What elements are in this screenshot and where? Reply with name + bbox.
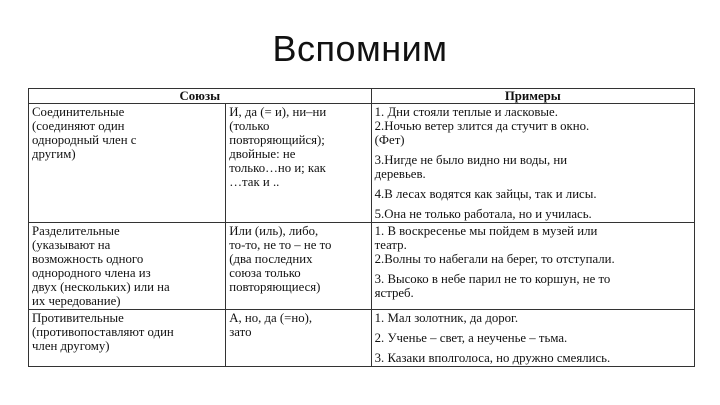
example-line: 2.Ночью ветер злится да стучит в окно. (374, 119, 590, 133)
conj-line: (два последних (229, 252, 313, 266)
example-line: (Фет) (374, 133, 405, 147)
slide-title: Вспомним (272, 28, 448, 69)
example-line: 3.Нигде не было видно ни воды, ни (374, 153, 568, 167)
example-line: 2. Ученье – свет, а неученье – тьма. (374, 331, 568, 345)
conj-line: Или (иль), либо, (229, 224, 319, 238)
example-line: 4.В лесах водятся как зайцы, так и лисы. (374, 187, 597, 201)
conjunctions-table-wrapper (28, 88, 695, 396)
conjunction-type-cell (29, 310, 226, 367)
example-item (375, 351, 691, 365)
type-line: Разделительные (32, 224, 120, 238)
example-item (375, 224, 691, 252)
example-line: деревьев. (374, 167, 426, 181)
type-line: однородный член с (32, 133, 137, 147)
example-line: 1. Мал золотник, да дорог. (374, 311, 519, 325)
example-item (375, 119, 691, 147)
example-item (375, 252, 691, 266)
conjunction-type-cell (29, 223, 226, 310)
conjunction-list-cell (226, 310, 371, 367)
example-line: 5.Она не только работала, но и училась. (374, 207, 592, 221)
example-item (375, 272, 691, 300)
conj-line: повторяющиеся) (229, 280, 321, 294)
table-row (29, 104, 695, 223)
type-line: (противопоставляют один (32, 325, 174, 339)
conj-line: А, но, да (=но), (229, 311, 313, 325)
conj-line: двойные: не (229, 147, 296, 161)
type-line: однородного члена из (32, 266, 151, 280)
type-line: двух (нескольких) или на (32, 280, 170, 294)
conjunction-list-cell (226, 104, 371, 223)
type-line: Противительные (32, 311, 124, 325)
example-item (375, 153, 691, 181)
table-row (29, 310, 695, 367)
examples-cell (371, 104, 694, 223)
example-line: 3. Высоко в небе парил не то коршун, не то (374, 272, 611, 286)
conj-line: союза только (229, 266, 301, 280)
examples-cell (371, 310, 694, 367)
example-line: 2.Волны то набегали на берег, то отступали. (374, 252, 615, 266)
conjunction-list-cell (226, 223, 371, 310)
example-line: театр. (374, 238, 407, 252)
conj-line: то-то, не то – не то (229, 238, 332, 252)
example-item (375, 311, 691, 325)
example-line: 1. Дни стояли теплые и ласковые. (374, 105, 558, 119)
examples-cell (371, 223, 694, 310)
conj-line: зато (229, 325, 252, 339)
example-item (375, 331, 691, 345)
example-item (375, 187, 691, 201)
conjunction-type-cell (29, 104, 226, 223)
conjunctions-table (28, 88, 695, 367)
example-line: 3. Казаки вполголоса, но дружно смеялись. (374, 351, 611, 365)
example-item (375, 105, 691, 119)
table-header-row (29, 89, 695, 104)
type-line: их чередование) (32, 294, 121, 308)
conj-line: только…но и; как (229, 161, 326, 175)
type-line: член другому) (32, 339, 110, 353)
type-line: (соединяют один (32, 119, 125, 133)
header-conjunctions: Союзы (29, 89, 372, 104)
table-row (29, 223, 695, 310)
conj-line: (только (229, 119, 270, 133)
type-line: возможность одного (32, 252, 144, 266)
type-line: Соединительные (32, 105, 125, 119)
example-line: 1. В воскресенье мы пойдем в музей или (374, 224, 598, 238)
conj-line: И, да (= и), ни–ни (229, 105, 327, 119)
example-item (375, 207, 691, 221)
conj-line: …так и .. (229, 175, 280, 189)
type-line: (указывают на (32, 238, 111, 252)
header-examples: Примеры (371, 89, 694, 104)
type-line: другим) (32, 147, 76, 161)
conj-line: повторяющийся); (229, 133, 325, 147)
example-line: ястреб. (374, 286, 414, 300)
